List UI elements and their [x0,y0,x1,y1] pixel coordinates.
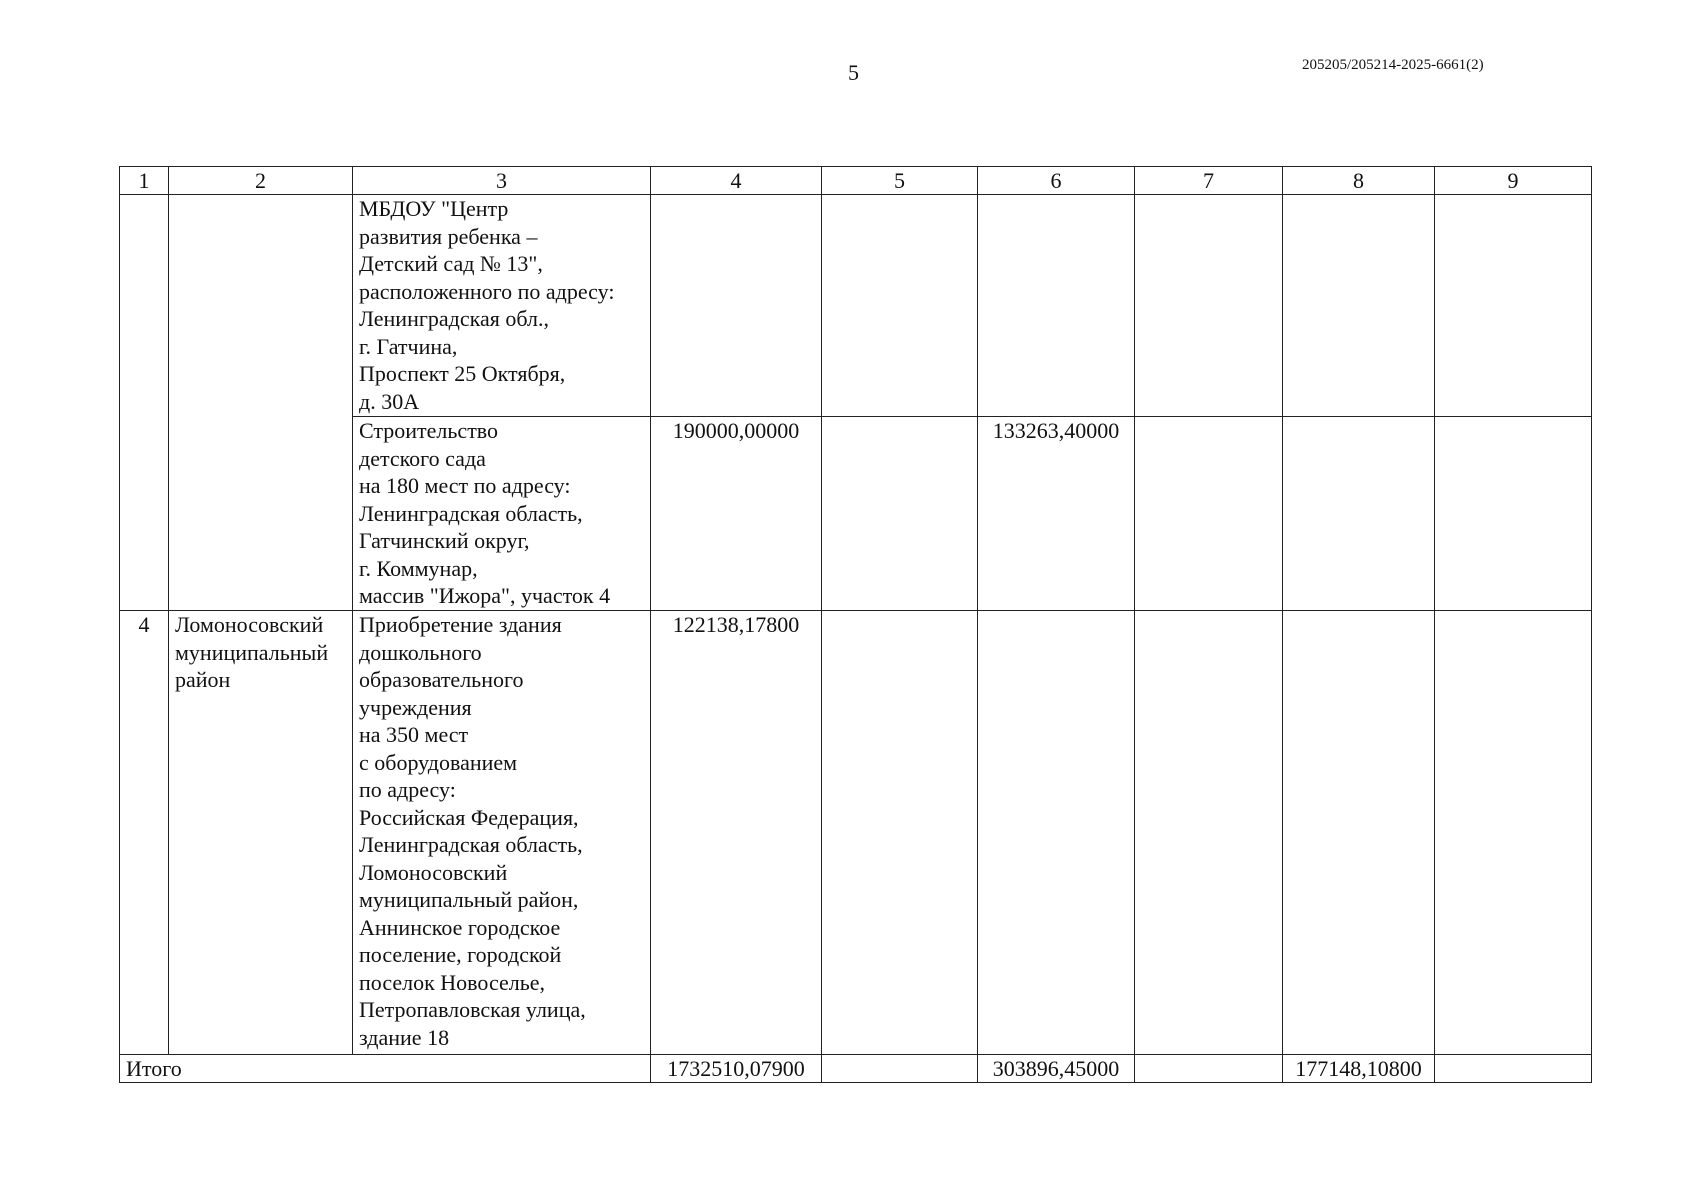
total-amount-col9 [1435,1055,1592,1083]
text-line: муниципальный [175,639,329,665]
text-line: дошкольного [359,639,482,665]
text-line: Ломоносовский [175,612,324,637]
amount-cell-col8 [1283,417,1435,611]
funding-table [119,166,1592,1083]
text-line: по адресу: [359,777,456,802]
table-row [120,195,1592,417]
text-line: Ломоносовский [359,859,508,885]
row-index-cell: 4 [120,611,169,1055]
text-line: поселение, городской [359,942,562,967]
municipality-cell [169,611,353,1055]
text-line: Строительство [359,418,499,443]
object-description-cell [353,417,651,611]
text-line: г. Коммунар, [359,555,478,581]
text-line: Ленинградская обл., [359,306,549,331]
total-row [120,1055,1592,1083]
total-amount-col5 [822,1055,978,1083]
amount-cell-col4: 190000,00000 [651,417,822,611]
text-line: Российская Федерация, [359,804,579,830]
amount-cell-col8 [1283,195,1435,417]
column-header: 9 [1435,167,1592,195]
text-line: Гатчинский округ, [359,528,530,553]
amount-cell-col6 [978,611,1135,1055]
column-header: 1 [120,167,169,195]
total-amount-col8: 177148,10800 [1283,1055,1435,1083]
row-index-cell [120,195,169,611]
amount-cell-col7 [1135,417,1283,611]
total-label: Итого [120,1055,651,1083]
amount-cell-col5 [822,417,978,611]
text-line: на 350 мест [359,722,469,747]
total-amount-col7 [1135,1055,1283,1083]
text-line: Приобретение здания [359,612,562,637]
text-line: Аннинское городское [359,914,561,940]
column-header: 7 [1135,167,1283,195]
text-line: образовательного [359,667,524,692]
amount-cell-col6: 133263,40000 [978,417,1135,611]
text-line: массив "Ижора", участок 4 [359,583,611,608]
page-number: 5 [848,60,859,85]
column-header: 4 [651,167,822,195]
text-line: на 180 мест по адресу: [359,473,571,498]
amount-cell-col9 [1435,611,1592,1055]
column-header: 5 [822,167,978,195]
text-line: г. Гатчина, [359,333,458,359]
amount-cell-col9 [1435,417,1592,611]
text-line: Ленинградская область, [359,832,583,857]
total-amount-col6: 303896,45000 [978,1055,1135,1083]
document-id: 205205/205214-2025-6661(2) [1302,57,1484,73]
text-line: Проспект 25 Октября, [359,361,566,386]
text-line: муниципальный район, [359,887,579,912]
table-row [120,611,1592,1055]
column-header: 2 [169,167,353,195]
text-line: поселок Новоселье, [359,969,546,995]
amount-cell-col5 [822,195,978,417]
amount-cell-col5 [822,611,978,1055]
text-line: МБДОУ "Центр [359,196,509,221]
text-line: Петропавловская улица, [359,997,586,1022]
column-header: 6 [978,167,1135,195]
amount-cell-col9 [1435,195,1592,417]
text-line: Ленинградская область, [359,500,583,526]
column-number-row [120,167,1592,195]
municipality-cell [169,195,353,611]
text-line: детского сада [359,445,486,471]
text-line: учреждения [359,694,472,720]
column-header: 8 [1283,167,1435,195]
text-line: расположенного по адресу: [359,278,615,304]
object-description-cell [353,611,651,1055]
amount-cell-col7 [1135,195,1283,417]
text-line: д. 30А [359,388,420,414]
text-line: развития ребенка – [359,223,538,249]
text-line: с оборудованием [359,749,518,775]
total-amount-col4: 1732510,07900 [651,1055,822,1083]
column-header: 3 [353,167,651,195]
amount-cell-col8 [1283,611,1435,1055]
amount-cell-col7 [1135,611,1283,1055]
text-line: район [175,667,231,692]
amount-cell-col6 [978,195,1135,417]
amount-cell-col4 [651,195,822,417]
text-line: здание 18 [359,1024,450,1050]
amount-cell-col4: 122138,17800 [651,611,822,1055]
text-line: Детский сад № 13", [359,251,543,276]
object-description-cell [353,195,651,417]
